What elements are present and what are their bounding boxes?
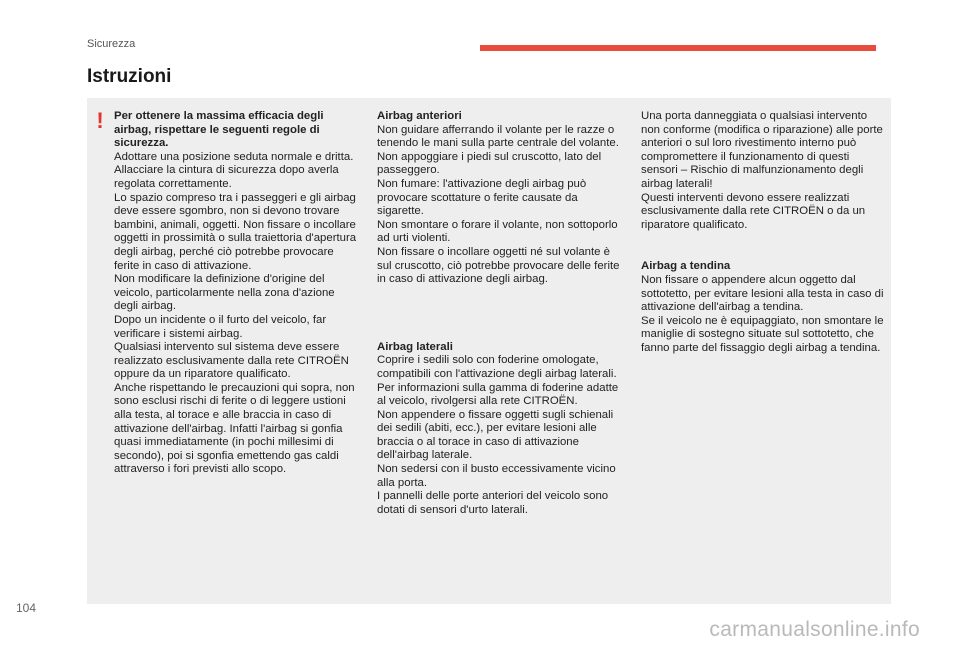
page-title: Istruzioni	[87, 66, 172, 87]
side-airbags-heading: Airbag laterali	[377, 340, 453, 353]
front-airbags-text: Non guidare afferrando il volante per le razze o tenendo le mani sulla parte centrale del volante. Non appoggiare i piedi sul cruscotto, lato del passeggero. Non fumare: l'attivazione degli airbag può provocare scottature o ferite causate da sigarette. Non smontare o forare il volante, non sottoporlo ad urti violenti. Non fissare o incollare oggetti né sul volante è sul cruscotto, ciò potrebbe provocare delle ferite in caso di attivazione degli airbag.	[377, 123, 620, 286]
curtain-airbags-heading: Airbag a tendina	[641, 260, 731, 273]
column-general-rules	[114, 110, 359, 477]
section-label: Sicurezza	[87, 38, 136, 50]
curtain-airbags-text: Non fissare o appendere alcun oggetto dal sottotetto, per evitare lesioni alla testa in caso di attivazione dell'airbag a tendina. Se il veicolo ne è equipaggiato, non smontare le maniglie di sostegno situate sul sottotetto, che fanno parte del fissaggio degli airbag a tendina.	[641, 273, 884, 354]
side-airbags-text: Coprire i sedili solo con foderine omologate, compatibili con l'attivazione degli airbag laterali. Per informazioni sulla gamma di foderine adatte al veicolo, rivolgersi alla rete CITROËN. Non appendere o fissare oggetti sugli schienali dei sedili (abiti, ecc.), per evitare lesioni alle braccia o al torace in caso di attivazione dell'airbag laterale. Non sedersi con il busto eccessivamente vicino alla porta. I pannelli delle porte anteriori del veicolo sono dotati di sensori d'urto laterali.	[377, 354, 619, 516]
column-front-side-airbags	[377, 110, 627, 517]
exclamation-mark-icon: !	[96, 108, 104, 133]
page-number: 104	[16, 601, 37, 615]
column-curtain-airbags	[641, 110, 887, 356]
watermark: carmanualsonline.info	[709, 618, 920, 641]
door-sensors-text: Una porta danneggiata o qualsiasi intervento non conforme (modifica o riparazione) alle porte anteriori o sul loro rivestimento interno può compromettere il funzionamento di questi sensori – Rischio di malfunzionamento degli airbag laterali! Questi interventi devono essere realizzati esclusivamente dalla rete CITROËN o da un riparatore qualificato.	[641, 110, 883, 231]
general-rules-text: Adottare una posizione seduta normale e dritta. Allacciare la cintura di sicurezza dopo averla regolata correttamente. Lo spazio compreso tra i passeggeri e gli airbag deve essere sgombro, non si devono trovare bambini, animali, oggetti. Non fissare o incollare oggetti in prossimità o sulla traiettoria d'apertura degli airbag, perché ciò potrebbe provocare ferite in caso di attivazione. Non modificare la definizione d'origine del veicolo, particolarmente nella zona d'azione degli airbag. Dopo un incidente o il furto del veicolo, far verificare i sistemi airbag. Qualsiasi intervento sul sistema deve essere realizzato esclusivamente dalla rete CITROËN oppure da un riparatore qualificato. Anche rispettando le precauzioni qui sopra, non sono esclusi rischi di ferite o di leggere ustioni alla testa, al torace e alle braccia in caso di attivazione dell'airbag. Infatti l'airbag si gonfia quasi immediatamente (in pochi millesimi di secondo), poi si sgonfia emettendo gas caldi attraverso i fori previsti allo scopo.	[114, 150, 357, 476]
front-airbags-heading: Airbag anteriori	[377, 110, 462, 122]
header-accent-bar	[480, 45, 876, 51]
general-rules-heading: Per ottenere la massima efficacia degli airbag, rispettare le seguenti regole di sicurezza.	[114, 110, 324, 150]
